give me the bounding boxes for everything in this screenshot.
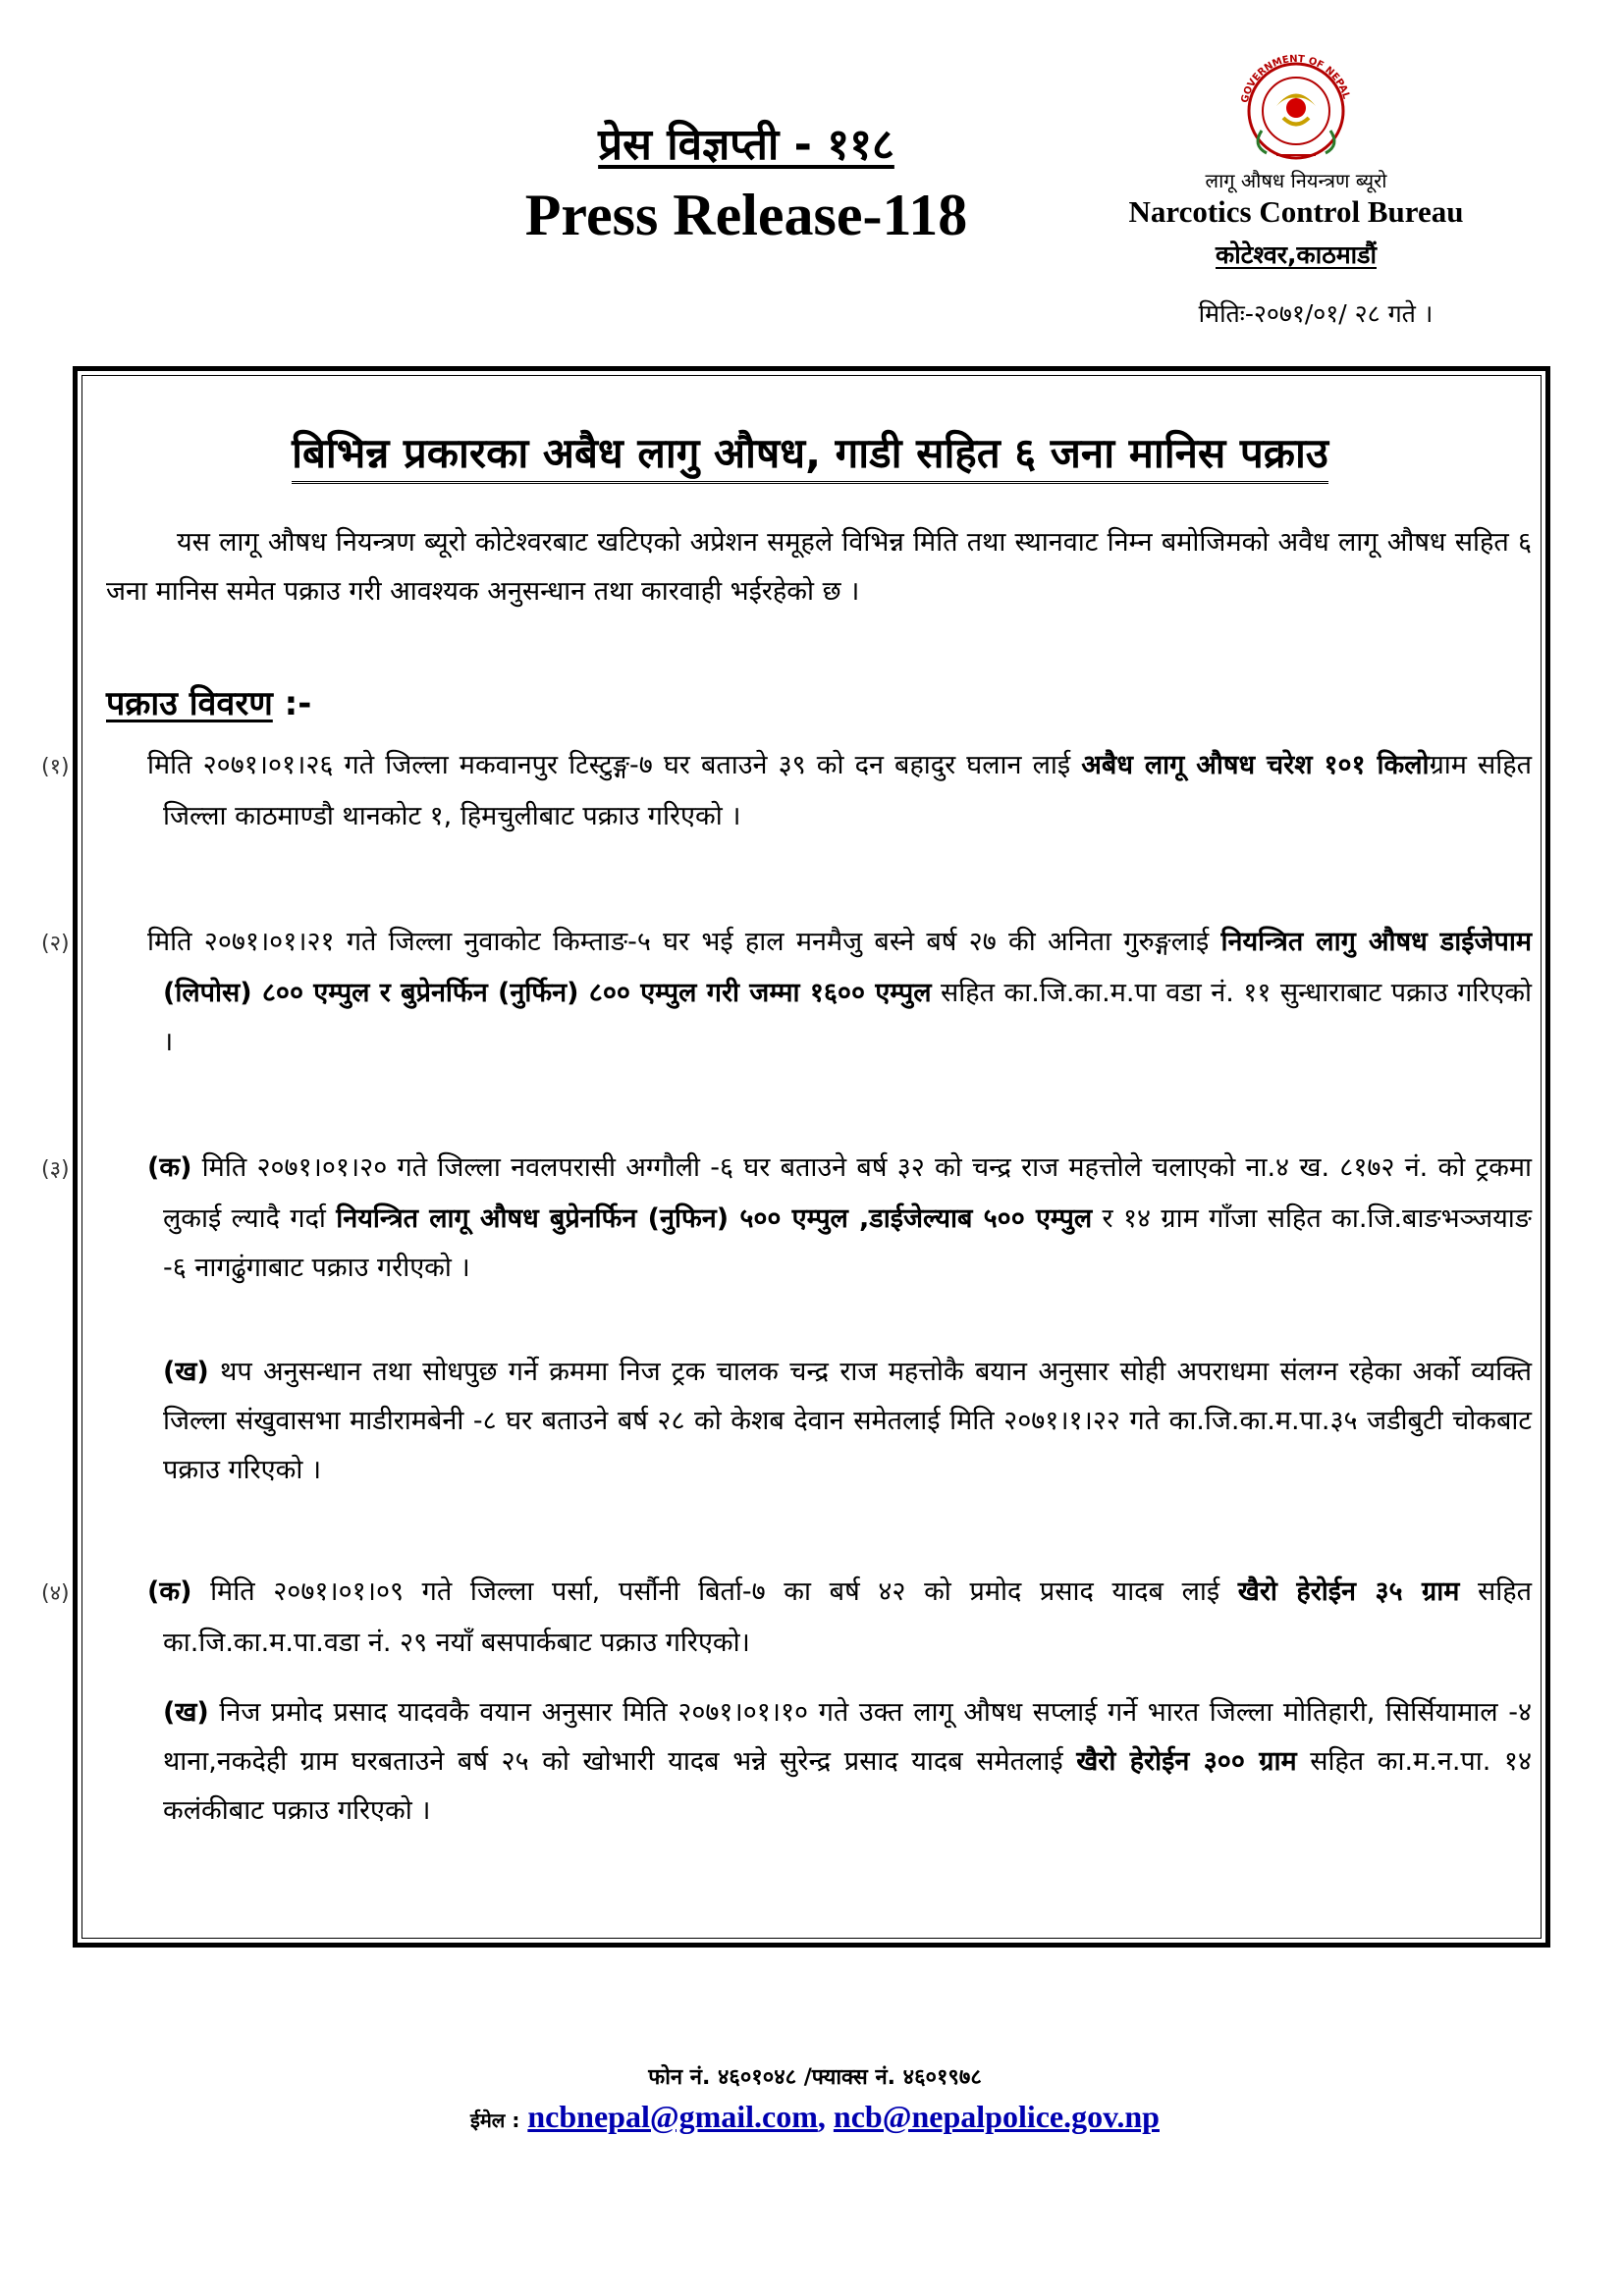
press-release-title-nepali: प्रेस विज्ञप्ती - ११८ (598, 120, 894, 170)
footer-email-line (373, 2099, 1257, 2135)
arrest-item-2 (41, 918, 1532, 1067)
item-text: थप अनुसन्धान तथा सोधपुछ गर्ने क्रममा निज ट्रक चालक चन्द्र राज महत्तोकै बयान अनुसार सोही अपराधमा संलग्न रहेका अर्को व्यक्ति जिल्ला संखुवासभा माडीरामबेनी -८ घर बताउने बर्ष २८ को केशब देवान समेतलाई मिति २०७१।१।२२ गते का.जि.का.म.पा.३५ जडीबुटी चोकबाट पक्राउ गरिएको । (163, 1357, 1532, 1485)
email-link-nepalpolice[interactable]: ncb@nepalpolice.gov.np (833, 2099, 1160, 2134)
arrest-details-heading-text: पक्राउ विवरण (106, 684, 273, 723)
item-number: (४) (41, 1581, 70, 1606)
item-text: सहित का.जि.का.म.पा.वडा नं. २९ नयाँ बसपार्कबाट पक्राउ गरिएको। (163, 1576, 1532, 1658)
item-bold-text: नियन्त्रित लागू औषध बुप्रेनर्फिन (नुफिन) ५०० एम्पुल ,डाईजेल्याब ५०० एम्पुल (336, 1203, 1093, 1234)
item-number: (१) (41, 755, 70, 779)
headline-text: बिभिन्न प्रकारका अबैध लागु औषध, गाडी सहित ६ जना मानिस पक्राउ (292, 429, 1328, 484)
item-sub-label: (क) (147, 1576, 192, 1607)
bureau-address: कोटेश्वर,काठमाडौं (1216, 240, 1377, 269)
item-bold-text: खैरो हेरोईन ३०० ग्राम (1076, 1746, 1297, 1777)
item-number: (३) (41, 1157, 70, 1182)
arrest-details-heading (106, 679, 311, 724)
item-text: सहित का.म.न.पा. १४ कलंकीबाट पक्राउ गरिएको । (163, 1746, 1532, 1826)
item-sub-label: (क) (147, 1152, 192, 1183)
item-text: र १४ ग्राम गाँजा सहित का.जि.बाङभञ्जयाङ -६ नागढुंगाबाट पक्राउ गरीएको । (163, 1203, 1532, 1283)
arrest-item-4b (102, 1688, 1532, 1836)
svg-text:GOVERNMENT OF NEPAL: GOVERNMENT OF NEPAL (1239, 53, 1352, 104)
intro-paragraph: यस लागू औषध नियन्त्रण ब्यूरो कोटेश्वरबाट खटिएको अप्रेशन समूहले विभिन्न मिति तथा स्थानवाट निम्न बमोजिमको अवैध लागू औषध सहित ६ जना मानिस समेत पक्राउ गरी आवश्यक अनुसन्धान तथा कारवाही भईरहेको छ । (106, 527, 1532, 607)
email-label: ईमेल : (470, 2109, 520, 2132)
arrest-item-1 (41, 741, 1533, 841)
item-text: मिति २०७१।०१।२० गते जिल्ला नवलपरासी अग्गौली -६ घर बताउने बर्ष ३२ को चन्द्र राज महत्तोले चलाएको ना.४ ख. ८१७२ नं. को ट्रकमा लुकाई ल्यादै गर्दा (163, 1152, 1532, 1234)
news-headline (108, 424, 1512, 480)
government-emblem-logo (1222, 37, 1370, 165)
item-bold-text: नियन्त्रित लागु औषध डाईजेपाम (लिपोस) ८०० एम्पुल र बुप्रेनर्फिन (नुर्फिन) ८०० एम्पुल गरी जम्मा १६०० एम्पुल (163, 927, 1532, 1008)
footer-phone-fax: फोन नं. ४६०१०४८ /फ्याक्स नं. ४६०१९७८ (648, 2065, 982, 2090)
item-text: ग्राम सहित जिल्ला काठमाण्डौ थानकोट १, हिमचुलीबाट पक्राउ गरिएको । (163, 750, 1533, 831)
item-sub-label: (ख) (163, 1357, 209, 1387)
arrest-details-heading-suffix: :- (284, 684, 312, 723)
item-bold-text: अबैध लागू औषध चरेश १०१ किलो (1081, 750, 1430, 780)
item-text: मिति २०७१।०१।२१ गते जिल्ला नुवाकोट किम्ताङ-५ घर भई हाल मनमैजु बस्ने बर्ष २७ की अनिता गुरुङ्गलाई (147, 927, 1221, 957)
item-sub-label: (ख) (163, 1697, 209, 1728)
bureau-name-english: Narcotics Control Bureau (1128, 194, 1464, 229)
press-release-title-english: Press Release-118 (524, 183, 968, 247)
email-separator: , (817, 2099, 826, 2134)
arrest-item-3a (41, 1144, 1532, 1293)
item-text: मिति २०७१।०१।२६ गते जिल्ला मकवानपुर टिस्टुङ्ग-७ घर बताउने ३९ को दन बहादुर घलान लाई (147, 750, 1082, 780)
item-text: मिति २०७१।०१।०९ गते जिल्ला पर्सा, पर्सौनी बिर्ता-७ का बर्ष ४२ को प्रमोद प्रसाद यादब लाई (191, 1576, 1238, 1607)
item-bold-text: खैरो हेरोईन ३५ ग्राम (1237, 1576, 1460, 1607)
email-link-gmail[interactable]: ncbnepal@gmail.com (527, 2099, 818, 2134)
item-text: सहित का.जि.का.म.पा वडा नं. ११ सुन्धाराबाट पक्राउ गरिएको । (163, 978, 1532, 1057)
arrest-item-3b (102, 1348, 1532, 1495)
release-date: मितिः-२०७१/०१/ २८ गते । (1198, 299, 1434, 328)
item-text: निज प्रमोद प्रसाद यादवकै वयान अनुसार मिति २०७१।०१।१० गते उक्त लागू औषध सप्लाई गर्ने भारत जिल्ला मोतिहारी, सिर्सियामाल -४ थाना,नकदेही ग्राम घरबताउने बर्ष २५ को खोभारी यादब भन्ने सुरेन्द्र प्रसाद यादब समेतलाई (163, 1697, 1532, 1777)
bureau-name-nepali: लागू औषध नियन्त्रण ब्यूरो (1205, 169, 1387, 192)
arrest-item-4a (41, 1568, 1532, 1668)
item-number: (२) (41, 932, 70, 956)
